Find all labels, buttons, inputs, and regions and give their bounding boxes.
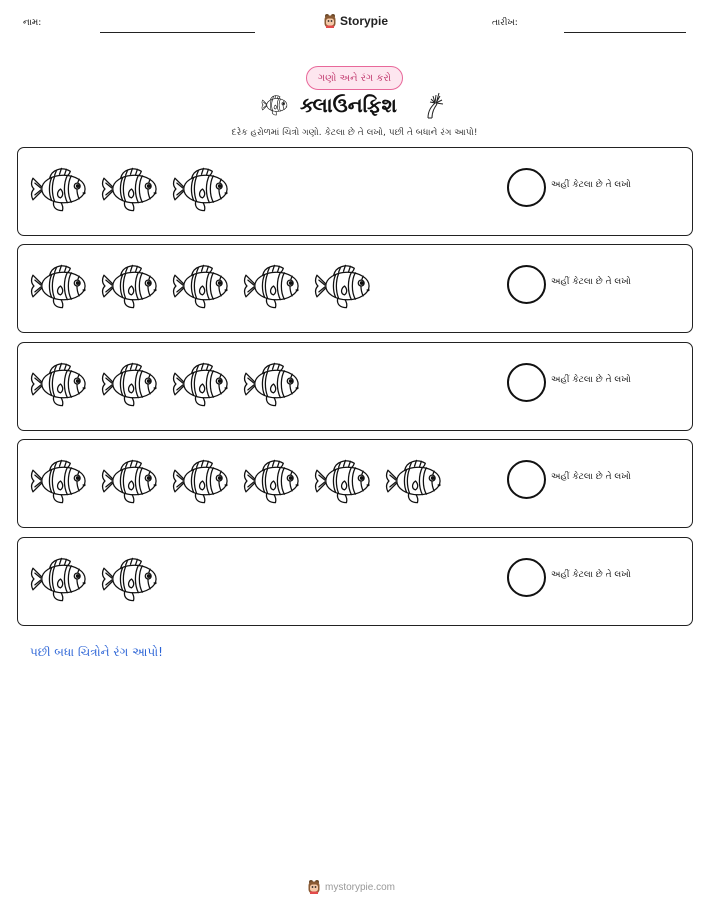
clownfish-icon bbox=[30, 358, 89, 410]
answer-prompt: અહીં કેટલા છે તે લખો bbox=[551, 277, 631, 287]
counting-row-1 bbox=[17, 147, 693, 236]
clownfish-icon bbox=[30, 260, 89, 312]
clownfish-icon bbox=[101, 358, 160, 410]
answer-prompt: અહીં કેટલા છે તે લખો bbox=[551, 180, 631, 190]
answer-circle[interactable] bbox=[507, 265, 546, 304]
counting-row-4 bbox=[17, 439, 693, 528]
clownfish-icon bbox=[314, 260, 373, 312]
name-label: નામ: bbox=[23, 18, 42, 28]
date-label: તારીખ: bbox=[492, 18, 518, 28]
clownfish-icon bbox=[101, 553, 160, 605]
answer-circle[interactable] bbox=[507, 460, 546, 499]
fish-group bbox=[30, 358, 302, 410]
clownfish-icon bbox=[172, 260, 231, 312]
clownfish-icon bbox=[385, 455, 444, 507]
clownfish-icon bbox=[172, 358, 231, 410]
fish-group bbox=[30, 455, 444, 507]
clownfish-icon bbox=[243, 455, 302, 507]
clownfish-icon bbox=[172, 455, 231, 507]
counting-row-3 bbox=[17, 342, 693, 431]
storypie-logo-icon bbox=[307, 879, 321, 895]
answer-circle[interactable] bbox=[507, 363, 546, 402]
page-title: ક્લાઉનફિશ bbox=[300, 93, 397, 117]
clownfish-icon bbox=[259, 94, 291, 116]
clownfish-icon bbox=[172, 163, 231, 215]
clownfish-icon bbox=[30, 163, 89, 215]
activity-badge: ગણો અને રંગ કરો bbox=[306, 66, 403, 90]
footer-note: પછી બધા ચિત્રોને રંગ આપો! bbox=[30, 645, 163, 659]
clownfish-icon bbox=[243, 260, 302, 312]
brand bbox=[323, 13, 388, 29]
answer-prompt: અહીં કેટલા છે તે લખો bbox=[551, 570, 631, 580]
instructions: દરેક હરોળમાં ચિત્રો ગણો. કેટલા છે તે લખો, પછી તે બધાને રંગ આપો! bbox=[231, 128, 478, 138]
clownfish-icon bbox=[30, 553, 89, 605]
sea-anemone-icon bbox=[422, 90, 448, 120]
footer-brand bbox=[307, 879, 395, 895]
storypie-logo-icon bbox=[323, 13, 337, 29]
counting-row-2 bbox=[17, 244, 693, 333]
answer-prompt: અહીં કેટલા છે તે લખો bbox=[551, 472, 631, 482]
name-line bbox=[100, 32, 255, 33]
clownfish-icon bbox=[101, 260, 160, 312]
fish-group bbox=[30, 260, 373, 312]
fish-group bbox=[30, 553, 160, 605]
clownfish-icon bbox=[30, 455, 89, 507]
clownfish-icon bbox=[314, 455, 373, 507]
counting-row-5 bbox=[17, 537, 693, 626]
clownfish-icon bbox=[101, 163, 160, 215]
fish-group bbox=[30, 163, 231, 215]
answer-circle[interactable] bbox=[507, 168, 546, 207]
footer-site: mystorypie.com bbox=[325, 881, 396, 893]
answer-circle[interactable] bbox=[507, 558, 546, 597]
brand-name: Storypie bbox=[340, 14, 389, 28]
clownfish-icon bbox=[243, 358, 302, 410]
answer-prompt: અહીં કેટલા છે તે લખો bbox=[551, 375, 631, 385]
date-line bbox=[564, 32, 686, 33]
clownfish-icon bbox=[101, 455, 160, 507]
